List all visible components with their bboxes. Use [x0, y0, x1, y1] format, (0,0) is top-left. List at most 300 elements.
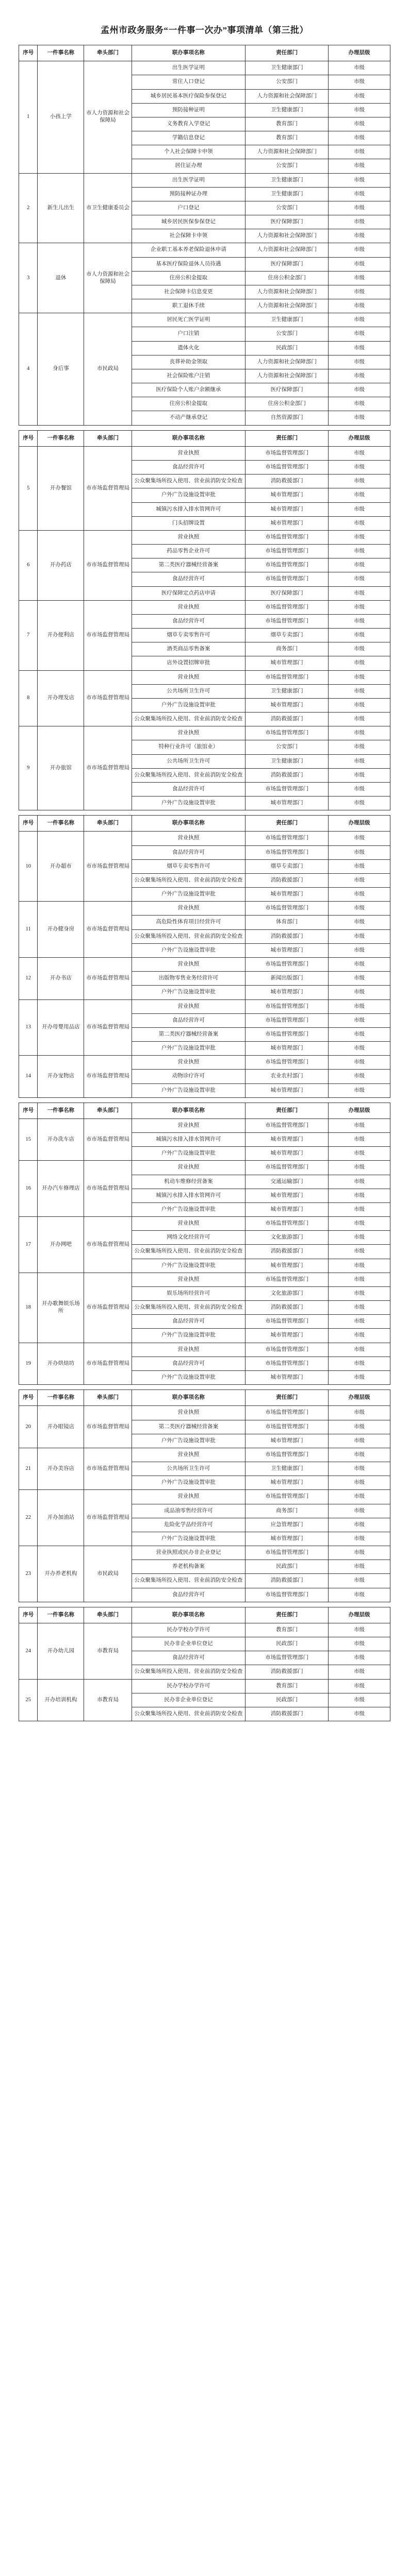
matter-name: 常住人口登记	[132, 75, 246, 89]
lead-department: 市民政局	[84, 313, 132, 425]
matter-name: 机动车维修经营备案	[132, 1175, 246, 1189]
header-matter: 联办事项名称	[132, 1103, 246, 1118]
table-row	[19, 243, 390, 257]
matter-name: 娱乐场所经营许可	[132, 1286, 246, 1300]
lead-department: 市市场监督管理局	[84, 1273, 132, 1343]
matter-name: 住房公积金提取	[132, 271, 246, 285]
handling-level: 市级	[328, 888, 390, 902]
matter-name: 户口登记	[132, 201, 246, 215]
item-number: 8	[19, 670, 38, 726]
table-row	[19, 1490, 390, 1504]
handling-level: 市级	[328, 131, 390, 145]
matter-name: 民办非企业单位登记	[132, 1693, 246, 1707]
matter-name: 公众聚集场所投入使用、营业前消防安全检查	[132, 873, 246, 887]
responsible-department: 城市管理部门	[246, 698, 329, 712]
header-row	[19, 1390, 390, 1406]
responsible-department: 消防救援部门	[246, 1574, 329, 1588]
handling-level: 市级	[328, 313, 390, 327]
item-number: 2	[19, 173, 38, 243]
item-number: 3	[19, 243, 38, 313]
header-no: 序号	[19, 1390, 38, 1406]
handling-level: 市级	[328, 243, 390, 257]
matter-name: 公众聚集场所投入使用、营业前消防安全检查	[132, 1574, 246, 1588]
table-row	[19, 446, 390, 460]
lead-department: 市教育局	[84, 1623, 132, 1679]
responsible-department: 市场监督管理部门	[246, 1027, 329, 1041]
responsible-department: 民政部门	[246, 1693, 329, 1707]
responsible-department: 应急管理部门	[246, 1518, 329, 1532]
handling-level: 市级	[328, 1637, 390, 1651]
matter-name: 义务教育入学登记	[132, 117, 246, 131]
matter-name: 户外广告设施设置审批	[132, 1083, 246, 1097]
matter-name: 营业执照	[132, 1161, 246, 1175]
matter-name: 营业执照	[132, 958, 246, 972]
matter-name: 食品经营许可	[132, 1315, 246, 1329]
item-number: 11	[19, 902, 38, 958]
handling-level: 市级	[328, 670, 390, 684]
responsible-department: 住房公积金部门	[246, 271, 329, 285]
matter-name: 营业执照	[132, 999, 246, 1013]
responsible-department: 卫生健康部门	[246, 187, 329, 201]
handling-level: 市级	[328, 103, 390, 117]
matter-name: 民办非企业单位登记	[132, 1637, 246, 1651]
matter-name: 户外广告设施设置审批	[132, 1042, 246, 1056]
item-name: 开办歌舞娱乐场所	[38, 1273, 84, 1343]
header-item: 一件事名称	[38, 1607, 84, 1623]
handling-level: 市级	[328, 545, 390, 558]
item-name: 开办理发店	[38, 670, 84, 726]
page-break	[19, 810, 390, 816]
table-row	[19, 173, 390, 187]
matter-name: 营业执照	[132, 902, 246, 916]
item-number: 14	[19, 1056, 38, 1098]
responsible-department: 公安部门	[246, 740, 329, 754]
handling-level: 市级	[328, 215, 390, 229]
responsible-department: 城市管理部门	[246, 986, 329, 999]
header-item: 一件事名称	[38, 45, 84, 61]
handling-level: 市级	[328, 1490, 390, 1504]
responsible-department: 城市管理部门	[246, 943, 329, 957]
responsible-department: 人力资源和社会保障部门	[246, 299, 329, 313]
header-dept: 责任部门	[246, 1103, 329, 1118]
matter-name: 营业执照	[132, 1448, 246, 1462]
item-name: 开办汽车修理店	[38, 1161, 84, 1217]
page-break	[19, 425, 390, 430]
item-number: 23	[19, 1546, 38, 1602]
handling-level: 市级	[328, 684, 390, 698]
item-number: 5	[19, 446, 38, 530]
handling-level: 市级	[328, 411, 390, 425]
matter-name: 营业执照	[132, 832, 246, 845]
handling-level: 市级	[328, 796, 390, 810]
responsible-department: 城市管理部门	[246, 1532, 329, 1546]
handling-level: 市级	[328, 1231, 390, 1245]
handling-level: 市级	[328, 1070, 390, 1083]
matter-name: 营业执照	[132, 1490, 246, 1504]
lead-department: 市市场监督管理局	[84, 1406, 132, 1448]
handling-level: 市级	[328, 629, 390, 642]
item-number: 18	[19, 1273, 38, 1343]
matter-name: 民办学校办学许可	[132, 1679, 246, 1693]
matter-name: 学籍信息登记	[132, 131, 246, 145]
handling-level: 市级	[328, 1665, 390, 1679]
matter-name: 第二类医疗器械经营备案	[132, 1027, 246, 1041]
responsible-department: 民政部门	[246, 341, 329, 355]
matter-name: 预防接种证办理	[132, 187, 246, 201]
responsible-department: 市场监督管理部门	[246, 1651, 329, 1665]
header-item: 一件事名称	[38, 816, 84, 832]
responsible-department: 卫生健康部门	[246, 61, 329, 75]
item-name: 开办餐馆	[38, 446, 84, 530]
responsible-department: 消防救援部门	[246, 1665, 329, 1679]
matter-name: 食品经营许可	[132, 782, 246, 796]
handling-level: 市级	[328, 61, 390, 75]
handling-level: 市级	[328, 1189, 390, 1202]
handling-level: 市级	[328, 740, 390, 754]
matter-name: 营业执照	[132, 600, 246, 614]
handling-level: 市级	[328, 383, 390, 397]
header-row	[19, 1607, 390, 1623]
handling-level: 市级	[328, 257, 390, 271]
item-name: 开办母婴用品店	[38, 999, 84, 1056]
handling-level: 市级	[328, 1329, 390, 1343]
matter-name: 危险化学品经营许可	[132, 1518, 246, 1532]
lead-department: 市市场监督管理局	[84, 1118, 132, 1161]
item-number: 10	[19, 832, 38, 902]
matter-name: 动物诊疗许可	[132, 1070, 246, 1083]
handling-level: 市级	[328, 1504, 390, 1518]
item-number: 17	[19, 1217, 38, 1273]
matter-name: 居民死亡医学证明	[132, 313, 246, 327]
matter-name: 户外广告设施设置审批	[132, 986, 246, 999]
matter-name: 企业职工基本养老保险退休申请	[132, 243, 246, 257]
handling-level: 市级	[328, 1651, 390, 1665]
item-number: 19	[19, 1343, 38, 1385]
handling-level: 市级	[328, 1623, 390, 1637]
item-name: 开办眼镜店	[38, 1406, 84, 1448]
responsible-department: 城市管理部门	[246, 1133, 329, 1147]
matter-name: 公众聚集场所投入使用、营业前消防安全检查	[132, 1707, 246, 1721]
handling-level: 市级	[328, 89, 390, 103]
responsible-department: 市场监督管理部门	[246, 1056, 329, 1070]
handling-level: 市级	[328, 572, 390, 586]
responsible-department: 自然资源部门	[246, 411, 329, 425]
matter-name: 食品经营许可	[132, 1357, 246, 1370]
handling-level: 市级	[328, 713, 390, 726]
header-matter: 联办事项名称	[132, 45, 246, 61]
responsible-department: 教育部门	[246, 1623, 329, 1637]
matter-name: 社会保险账户注销	[132, 369, 246, 383]
responsible-department: 卫生健康部门	[246, 1462, 329, 1476]
matter-name: 食品经营许可	[132, 572, 246, 586]
matter-name: 特种行业许可（旅馆业）	[132, 740, 246, 754]
table-row	[19, 902, 390, 916]
responsible-department: 城市管理部门	[246, 1042, 329, 1056]
page-break	[19, 1602, 390, 1607]
matter-name: 公共场所卫生许可	[132, 754, 246, 768]
item-name: 小孩上学	[38, 61, 84, 173]
responsible-department: 城市管理部门	[246, 1202, 329, 1216]
responsible-department: 商务部门	[246, 1504, 329, 1518]
handling-level: 市级	[328, 1083, 390, 1097]
responsible-department: 市场监督管理部门	[246, 614, 329, 628]
matter-name: 酒类商品零售备案	[132, 642, 246, 656]
responsible-department: 市场监督管理部门	[246, 460, 329, 474]
handling-level: 市级	[328, 1406, 390, 1420]
responsible-department: 市场监督管理部门	[246, 726, 329, 740]
handling-level: 市级	[328, 1476, 390, 1490]
header-lead: 牵头部门	[84, 1390, 132, 1406]
matter-name: 户外广告设施设置审批	[132, 1147, 246, 1161]
handling-level: 市级	[328, 355, 390, 369]
responsible-department: 市场监督管理部门	[246, 572, 329, 586]
responsible-department: 农业农村部门	[246, 1070, 329, 1083]
handling-level: 市级	[328, 201, 390, 215]
header-lead: 牵头部门	[84, 1103, 132, 1118]
matter-name: 城镇污水排入排水管网许可	[132, 1189, 246, 1202]
table-row	[19, 999, 390, 1013]
matter-name: 居住证办理	[132, 159, 246, 173]
handling-level: 市级	[328, 271, 390, 285]
matter-name: 住房公积金提取	[132, 397, 246, 411]
responsible-department: 城市管理部门	[246, 796, 329, 810]
responsible-department: 教育部门	[246, 117, 329, 131]
handling-level: 市级	[328, 516, 390, 530]
responsible-department: 新闻出版部门	[246, 972, 329, 986]
lead-department: 市市场监督管理局	[84, 1490, 132, 1546]
matter-name: 民办学校办学许可	[132, 1623, 246, 1637]
table-row	[19, 1546, 390, 1560]
responsible-department: 市场监督管理部门	[246, 1315, 329, 1329]
header-dept: 责任部门	[246, 816, 329, 832]
matter-name: 医疗保障定点药店申请	[132, 586, 246, 600]
handling-level: 市级	[328, 530, 390, 544]
table-row	[19, 1217, 390, 1231]
item-number: 9	[19, 726, 38, 810]
handling-level: 市级	[328, 1532, 390, 1546]
header-mode: 办理层级	[328, 1607, 390, 1623]
header-item: 一件事名称	[38, 1103, 84, 1118]
matter-table	[19, 45, 390, 1721]
handling-level: 市级	[328, 873, 390, 887]
handling-level: 市级	[328, 1357, 390, 1370]
lead-department: 市市场监督管理局	[84, 1217, 132, 1273]
item-name: 开办宠物店	[38, 1056, 84, 1098]
responsible-department: 公安部门	[246, 201, 329, 215]
responsible-department: 商务部门	[246, 642, 329, 656]
handling-level: 市级	[328, 600, 390, 614]
responsible-department: 市场监督管理部门	[246, 1118, 329, 1132]
responsible-department: 卫生健康部门	[246, 754, 329, 768]
handling-level: 市级	[328, 299, 390, 313]
matter-name: 城乡居民基本医疗保险参保登记	[132, 89, 246, 103]
matter-name: 食品经营许可	[132, 1013, 246, 1027]
handling-level: 市级	[328, 460, 390, 474]
matter-name: 营业执照	[132, 726, 246, 740]
matter-name: 营业执照	[132, 530, 246, 544]
header-lead: 牵头部门	[84, 816, 132, 832]
responsible-department: 消防救援部门	[246, 1301, 329, 1315]
item-number: 22	[19, 1490, 38, 1546]
item-name: 身后事	[38, 313, 84, 425]
matter-name: 公众聚集场所投入使用、营业前消防安全检查	[132, 929, 246, 943]
header-dept: 责任部门	[246, 45, 329, 61]
matter-name: 不动产继承登记	[132, 411, 246, 425]
header-dept: 责任部门	[246, 1607, 329, 1623]
responsible-department: 住房公积金部门	[246, 397, 329, 411]
handling-level: 市级	[328, 1161, 390, 1175]
matter-name: 户外广告设施设置审批	[132, 796, 246, 810]
header-matter: 联办事项名称	[132, 816, 246, 832]
handling-level: 市级	[328, 1370, 390, 1384]
matter-name: 药品零售企业许可	[132, 545, 246, 558]
item-name: 开办加油站	[38, 1490, 84, 1546]
responsible-department: 人力资源和社会保障部门	[246, 145, 329, 159]
handling-level: 市级	[328, 768, 390, 782]
matter-name: 社会保障卡申领	[132, 229, 246, 243]
header-no: 序号	[19, 45, 38, 61]
handling-level: 市级	[328, 1273, 390, 1286]
lead-department: 市市场监督管理局	[84, 600, 132, 670]
item-name: 开办书店	[38, 958, 84, 1000]
handling-level: 市级	[328, 614, 390, 628]
responsible-department: 市场监督管理部门	[246, 1273, 329, 1286]
matter-name: 营业执照或民办非企业登记	[132, 1546, 246, 1560]
handling-level: 市级	[328, 1259, 390, 1273]
page-break	[19, 1385, 390, 1390]
responsible-department: 消防救援部门	[246, 1245, 329, 1259]
handling-level: 市级	[328, 1420, 390, 1434]
responsible-department: 人力资源和社会保障部门	[246, 89, 329, 103]
responsible-department: 烟草专卖部门	[246, 859, 329, 873]
responsible-department: 文化旅游部门	[246, 1231, 329, 1245]
responsible-department: 人力资源和社会保障部门	[246, 243, 329, 257]
lead-department: 市市场监督管理局	[84, 726, 132, 810]
matter-name: 城镇污水排入排水管网许可	[132, 502, 246, 516]
matter-name: 门头招牌设置	[132, 516, 246, 530]
handling-level: 市级	[328, 1245, 390, 1259]
matter-name: 丧葬补助金领取	[132, 355, 246, 369]
item-number: 15	[19, 1118, 38, 1161]
handling-level: 市级	[328, 586, 390, 600]
item-name: 开办洗车店	[38, 1118, 84, 1161]
document-title: 孟州市政务服务“一件事一次办”事项清单（第三批）	[101, 25, 308, 35]
header-matter: 联办事项名称	[132, 430, 246, 446]
responsible-department: 文化旅游部门	[246, 1286, 329, 1300]
item-name: 新生儿出生	[38, 173, 84, 243]
handling-level: 市级	[328, 698, 390, 712]
handling-level: 市级	[328, 145, 390, 159]
header-no: 序号	[19, 1607, 38, 1623]
item-name: 开办烘焙坊	[38, 1343, 84, 1385]
matter-name: 公众聚集场所投入使用、营业前消防安全检查	[132, 1245, 246, 1259]
matter-name: 户外广告设施设置审批	[132, 1532, 246, 1546]
responsible-department: 市场监督管理部门	[246, 446, 329, 460]
handling-level: 市级	[328, 1588, 390, 1602]
responsible-department: 市场监督管理部门	[246, 999, 329, 1013]
item-number: 7	[19, 600, 38, 670]
header-no: 序号	[19, 816, 38, 832]
handling-level: 市级	[328, 1027, 390, 1041]
handling-level: 市级	[328, 782, 390, 796]
handling-level: 市级	[328, 1042, 390, 1056]
table-row	[19, 958, 390, 972]
matter-name: 烟草专卖零售许可	[132, 629, 246, 642]
responsible-department: 城市管理部门	[246, 502, 329, 516]
matter-name: 营业执照	[132, 1406, 246, 1420]
item-name: 开办超市	[38, 832, 84, 902]
matter-name: 户外广告设施设置审批	[132, 1434, 246, 1448]
matter-name: 营业执照	[132, 1217, 246, 1231]
item-number: 1	[19, 61, 38, 173]
handling-level: 市级	[328, 1448, 390, 1462]
responsible-department: 公安部门	[246, 159, 329, 173]
handling-level: 市级	[328, 1013, 390, 1027]
matter-name: 营业执照	[132, 1273, 246, 1286]
handling-level: 市级	[328, 1574, 390, 1588]
table-row	[19, 313, 390, 327]
responsible-department: 人力资源和社会保障部门	[246, 369, 329, 383]
item-name: 开办网吧	[38, 1217, 84, 1273]
handling-level: 市级	[328, 173, 390, 187]
matter-name: 食品经营许可	[132, 845, 246, 859]
page-break	[19, 1097, 390, 1103]
lead-department: 市市场监督管理局	[84, 446, 132, 530]
handling-level: 市级	[328, 488, 390, 502]
table-row	[19, 530, 390, 544]
handling-level: 市级	[328, 1147, 390, 1161]
handling-level: 市级	[328, 1286, 390, 1300]
matter-name: 社会保障卡信息变更	[132, 285, 246, 299]
responsible-department: 城市管理部门	[246, 1147, 329, 1161]
responsible-department: 市场监督管理部门	[246, 958, 329, 972]
matter-name: 户外广告设施设置审批	[132, 1476, 246, 1490]
table-row	[19, 1273, 390, 1286]
item-name: 开办便利店	[38, 600, 84, 670]
item-number: 12	[19, 958, 38, 1000]
item-number: 20	[19, 1406, 38, 1448]
handling-level: 市级	[328, 502, 390, 516]
responsible-department: 市场监督管理部门	[246, 1448, 329, 1462]
item-name: 退休	[38, 243, 84, 313]
lead-department: 市市场监督管理局	[84, 530, 132, 600]
table-row	[19, 1623, 390, 1637]
responsible-department: 教育部门	[246, 1679, 329, 1693]
handling-level: 市级	[328, 972, 390, 986]
matter-name: 出生医学证明	[132, 173, 246, 187]
handling-level: 市级	[328, 1301, 390, 1315]
responsible-department: 医疗保障部门	[246, 383, 329, 397]
responsible-department: 市场监督管理部门	[246, 845, 329, 859]
matter-name: 食品经营许可	[132, 1588, 246, 1602]
matter-name: 户外广告设施设置审批	[132, 1259, 246, 1273]
item-name: 开办旅馆	[38, 726, 84, 810]
matter-name: 预防接种证明	[132, 103, 246, 117]
responsible-department: 市场监督管理部门	[246, 1217, 329, 1231]
responsible-department: 城市管理部门	[246, 888, 329, 902]
handling-level: 市级	[328, 1118, 390, 1132]
handling-level: 市级	[328, 341, 390, 355]
matter-name: 营业执照	[132, 1056, 246, 1070]
lead-department: 市市场监督管理局	[84, 1056, 132, 1098]
handling-level: 市级	[328, 1217, 390, 1231]
handling-level: 市级	[328, 1056, 390, 1070]
handling-level: 市级	[328, 1679, 390, 1693]
matter-name: 营业执照	[132, 446, 246, 460]
handling-level: 市级	[328, 1560, 390, 1574]
header-no: 序号	[19, 1103, 38, 1118]
responsible-department: 人力资源和社会保障部门	[246, 229, 329, 243]
